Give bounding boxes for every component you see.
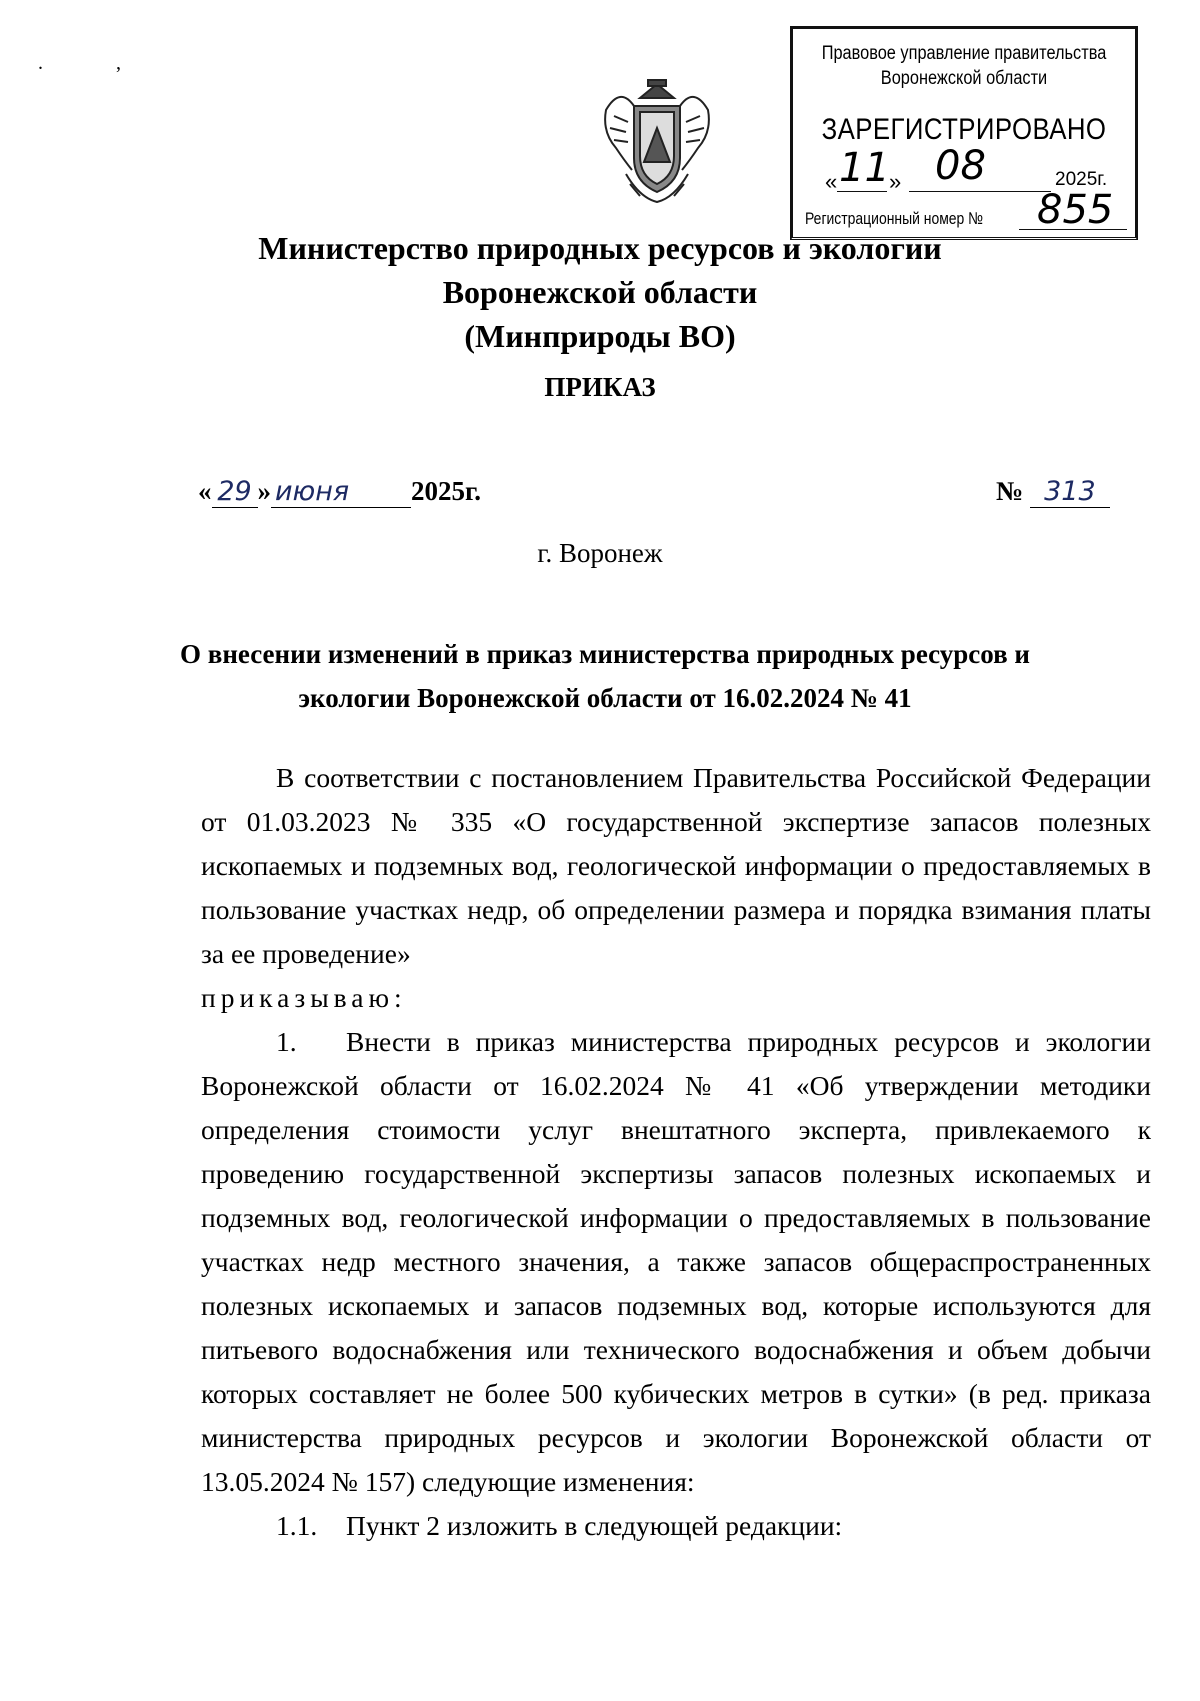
header-line3: (Минприроды ВО) (464, 318, 736, 354)
order-body (201, 756, 1151, 1548)
ministry-header (0, 226, 1200, 358)
item-1 (201, 1020, 1151, 1504)
order-number (996, 476, 1110, 508)
coat-of-arms-emblem (600, 76, 714, 206)
registration-stamp (790, 26, 1138, 240)
item-1-1-number: 1.1. (276, 1510, 318, 1541)
stamp-registered-label: ЗАРЕГИСТРИРОВАНО (821, 113, 1107, 146)
stamp-org-line1: Правовое управление правительства (821, 43, 1107, 64)
city: г. Воронеж (537, 538, 663, 568)
item-1-1 (201, 1504, 1151, 1548)
stamp-date: « 11 » 08 2025г. (825, 143, 1108, 194)
stamp-day: 11 (839, 145, 890, 191)
order-day: 29 (212, 476, 258, 508)
number-sign: № (996, 476, 1024, 506)
order-date (198, 476, 481, 508)
header-line2: Воронежской области (442, 274, 758, 310)
item-1-number: 1. (276, 1026, 297, 1057)
stamp-number: 855 (1037, 187, 1114, 233)
stamp-organization (817, 41, 1111, 91)
header-line1: Министерство природных ресурсов и экологии (258, 230, 942, 266)
preamble-paragraph: В соответствии с постановлением Правительства Российской Федерации от 01.03.2023 № 335 «О государственной экспертизе запасов полезных ископаемых и подземных вод, геологической информации о предоставляемых в пользование участках недр, об определении размера и порядка взимания платы за ее проведение» (201, 762, 1151, 969)
date-quote-open: « (198, 476, 212, 506)
scan-marks: . , (38, 52, 155, 74)
stamp-org-line2: Воронежской области (880, 68, 1048, 89)
item-1-1-text: Пункт 2 изложить в следующей редакции: (346, 1510, 843, 1541)
item-1-text: Внести в приказ министерства природных ресурсов и экологии Воронежской области от 16.02.2024 № 41 «Об утверждении методики определения стоимости услуг внештатного эксперта, привлекаемого к проведению государственной экспертизы запасов полезных ископаемых и подземных вод, геологической информации о предоставляемых в пользование участках недр местного значения, а также запасов общераспространенных полезных ископаемых и запасов подземных вод, которые используются для питьевого водоснабжения или технического водоснабжения и объем добычи которых составляет не более 500 кубических метров в сутки» (в ред. приказа министерства природных ресурсов и экологии Воронежской области от 13.05.2024 № 157) следующие изменения: (201, 1026, 1151, 1497)
date-quote-close: » (257, 476, 271, 506)
order-number-value: 313 (1030, 476, 1110, 508)
document-type: ПРИКАЗ (544, 372, 656, 402)
stamp-year: 2025г. (1055, 169, 1108, 190)
order-year: 2025г. (411, 476, 481, 506)
order-word: приказываю: (201, 982, 407, 1013)
order-subject: О внесении изменений в приказ министерства природных ресурсов и экологии Воронежской области от 16.02.2024 № 41 (180, 639, 1030, 713)
order-month: июня (271, 476, 411, 508)
stamp-month: 08 (935, 143, 986, 189)
stamp-number-label: Регистрационный номер № (805, 209, 984, 228)
